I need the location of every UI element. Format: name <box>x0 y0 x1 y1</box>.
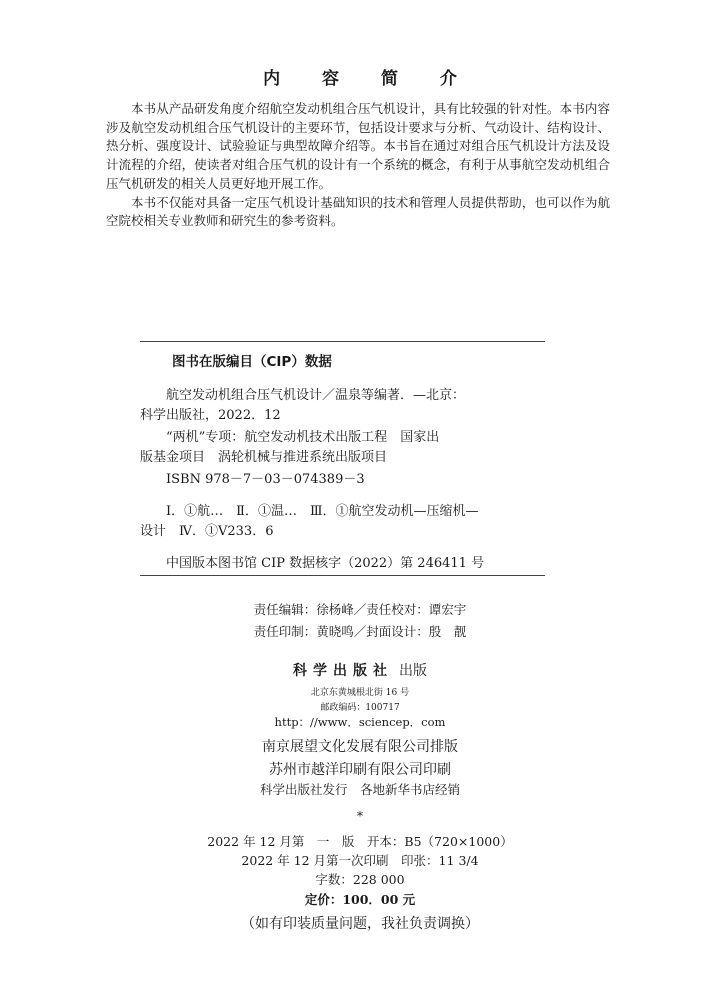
cip-line: 科学出版社，2022．12 <box>140 408 281 423</box>
intro-paragraph: 本书从产品研发角度介绍航空发动机组合压气机设计，具有比较强的针对性。本书内容涉及航空发动机组合压气机设计的主要环节，包括设计要求与分析、气动设计、结构设计、热分析、强度设计、试验验证与典型故障介绍等。本书旨在通过对组合压气机设计方法及设计流程的介绍，使读者对组合压气机的设计有一个系统的概念，有利于从事航空发动机组合压气机研发的相关人员更好地开展工作。 <box>106 101 610 191</box>
printing-line: 2022 年 12 月第一次印刷 印张：11 3/4 <box>241 853 479 868</box>
publisher-address: 北京东黄城根北街 16 号 <box>310 688 410 698</box>
word-count: 字数：228 000 <box>315 872 405 887</box>
distribution: 科学出版社发行 各地新华书店经销 <box>259 782 460 797</box>
publisher-line <box>0 660 720 680</box>
separator-star: * <box>356 808 364 823</box>
cip-bottom-divider <box>140 575 545 576</box>
cip-heading: 图书在版编目（CIP）数据 <box>172 354 332 370</box>
publisher-website: http：//www．sciencep．com <box>274 715 446 729</box>
cip-line: 版基金项目 涡轮机械与推进系统出版项目 <box>140 450 388 465</box>
typesetter: 南京展望文化发展有限公司排版 <box>262 739 458 755</box>
intro-paragraph: 本书不仅能对具备一定压气机设计基础知识的技术和管理人员提供帮助，也可以作为航空院校相关专业教师和研究生的参考资料。 <box>106 194 610 229</box>
editors-line-1: 责任编辑：徐杨峰／责任校对：谭宏宇 <box>253 602 467 617</box>
editors-line-2: 责任印制：黄晓鸣／封面设计：殷 靓 <box>253 624 467 639</box>
publisher-suffix: 出版 <box>399 663 427 679</box>
cip-line: “两机”专项：航空发动机技术出版工程 国家出 <box>140 430 440 445</box>
cip-line: 航空发动机组合压气机设计／温泉等编著．—北京： <box>140 388 466 403</box>
publisher-logo-text: 科学出版社 <box>293 663 393 679</box>
cip-isbn: ISBN 978－7－03－074389－3 <box>140 472 365 487</box>
cip-record: 中国版本图书馆 CIP 数据核字（2022）第 246411 号 <box>140 556 485 571</box>
printer: 苏州市越洋印刷有限公司印刷 <box>269 762 451 778</box>
cip-line: Ⅰ．①航… Ⅱ．①温… Ⅲ．①航空发动机—压缩机— <box>140 504 479 519</box>
price: 定价：100．00 元 <box>304 892 416 907</box>
page-title: 内 容 简 介 <box>263 69 475 89</box>
edition-line: 2022 年 12 月第 一 版 开本：B5（720×1000） <box>207 834 513 849</box>
intro-section <box>106 100 610 231</box>
cip-top-divider <box>140 341 545 342</box>
publisher-postcode: 邮政编码：100717 <box>320 703 400 713</box>
quality-note: （如有印装质量问题，我社负责调换） <box>241 916 479 932</box>
cip-line: 设计 Ⅳ．①V233．6 <box>140 524 274 539</box>
